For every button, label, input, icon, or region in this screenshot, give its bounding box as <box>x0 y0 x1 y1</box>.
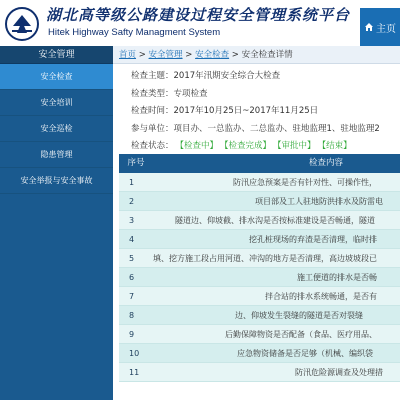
sidebar-item-safety-training[interactable]: 安全培训 <box>0 90 113 116</box>
row-content: 项目部及工人驻地防洪排水及防雷电 <box>255 197 383 206</box>
table-row[interactable] <box>119 230 400 249</box>
home-icon <box>364 22 374 32</box>
breadcrumb-sep: > <box>229 50 242 60</box>
breadcrumb-sep: > <box>136 50 149 60</box>
row-content: 拌合站的排水系统畅通，是否有 <box>265 292 377 301</box>
table-row[interactable] <box>119 249 400 268</box>
table-row[interactable] <box>119 287 400 306</box>
breadcrumb-level2[interactable]: 安全检查 <box>195 50 230 60</box>
row-content: 防汛应急预案是否有针对性、可操作性， <box>233 178 377 187</box>
breadcrumb <box>113 46 400 64</box>
info-type: 检查类型：专项检查 <box>131 88 208 99</box>
row-index: 3 <box>129 216 135 225</box>
row-index: 9 <box>129 330 135 339</box>
info-units: 参与单位：项目办、一总监办、二总监办、驻地监理1、驻地监理2 <box>131 123 380 134</box>
row-index: 10 <box>129 349 140 358</box>
row-content: 应急物资储备是否足够（机械、编织袋 <box>237 349 373 358</box>
app-header <box>0 0 400 46</box>
status-tag-approving[interactable]: 【审批中】 <box>273 141 316 151</box>
sidebar <box>0 46 113 400</box>
row-index: 11 <box>129 368 140 377</box>
inspection-info <box>113 64 400 156</box>
row-content: 隧道边、仰坡截、排水沟是否按标准建设是否畅通，隧道 <box>175 216 375 225</box>
column-header-index: 序号 <box>127 158 145 168</box>
table-row[interactable] <box>119 192 400 211</box>
inspection-table <box>119 154 400 382</box>
table-row[interactable] <box>119 325 400 344</box>
table-row[interactable] <box>119 306 400 325</box>
app-subtitle: Hitek Highway Safty Managment System <box>48 27 221 38</box>
status-tag-completed[interactable]: 【检查完成】 <box>220 141 272 151</box>
home-button[interactable] <box>360 8 400 46</box>
sidebar-item-reports-accidents[interactable]: 安全举报与安全事故 <box>0 168 113 194</box>
row-index: 7 <box>129 292 135 301</box>
logo-icon <box>4 6 40 42</box>
sidebar-item-safety-patrol[interactable]: 安全巡检 <box>0 116 113 142</box>
column-header-content: 检查内容 <box>308 158 343 168</box>
sidebar-item-hazard-management[interactable]: 隐患管理 <box>0 142 113 168</box>
sidebar-title: 安全管理 <box>0 46 113 64</box>
breadcrumb-level1[interactable]: 安全管理 <box>148 50 183 60</box>
table-row[interactable] <box>119 363 400 382</box>
main-content <box>113 46 400 400</box>
info-status <box>131 138 400 156</box>
row-index: 1 <box>129 178 135 187</box>
row-content: 施工便道的排水是否畅 <box>297 273 377 282</box>
row-content: 防汛危险源调查及处理措 <box>295 368 383 377</box>
breadcrumb-sep: > <box>182 50 196 60</box>
row-content: 挖孔桩现场的弃渣是否清理，临时排 <box>249 235 377 244</box>
home-label: 主页 <box>376 23 396 35</box>
info-theme: 检查主题：2017年汛期安全综合大检查 <box>131 71 281 81</box>
table-row[interactable] <box>119 344 400 363</box>
breadcrumb-home[interactable]: 首页 <box>119 50 137 60</box>
row-content: 填、挖方施工段占用河道、冲沟的地方是否清理，高边坡坡段已 <box>153 254 377 263</box>
row-content: 边、仰坡发生裂缝的隧道是否对裂缝 <box>235 311 363 320</box>
info-time: 检查时间：2017年10月25日~2017年11月25日 <box>131 106 319 116</box>
table-header <box>119 154 400 173</box>
row-index: 4 <box>129 235 135 244</box>
breadcrumb-current: 安全检查详情 <box>241 50 293 60</box>
row-index: 8 <box>129 311 135 320</box>
row-index: 5 <box>129 254 135 263</box>
app-title: 湖北高等级公路建设过程安全管理系统平台 <box>46 6 351 24</box>
row-content: 后勤保障物资是否配备（食品、医疗用品、 <box>225 330 377 339</box>
status-label: 检查状态： <box>131 141 174 151</box>
status-tag-in-progress[interactable]: 【检查中】 <box>175 141 219 151</box>
table-row[interactable] <box>119 268 400 287</box>
row-index: 6 <box>129 273 135 282</box>
status-tag-finished[interactable]: 【结束】 <box>317 141 352 151</box>
table-row[interactable] <box>119 173 400 192</box>
row-index: 2 <box>129 197 135 206</box>
sidebar-item-safety-check[interactable]: 安全检查 <box>0 64 113 90</box>
table-row[interactable] <box>119 211 400 230</box>
